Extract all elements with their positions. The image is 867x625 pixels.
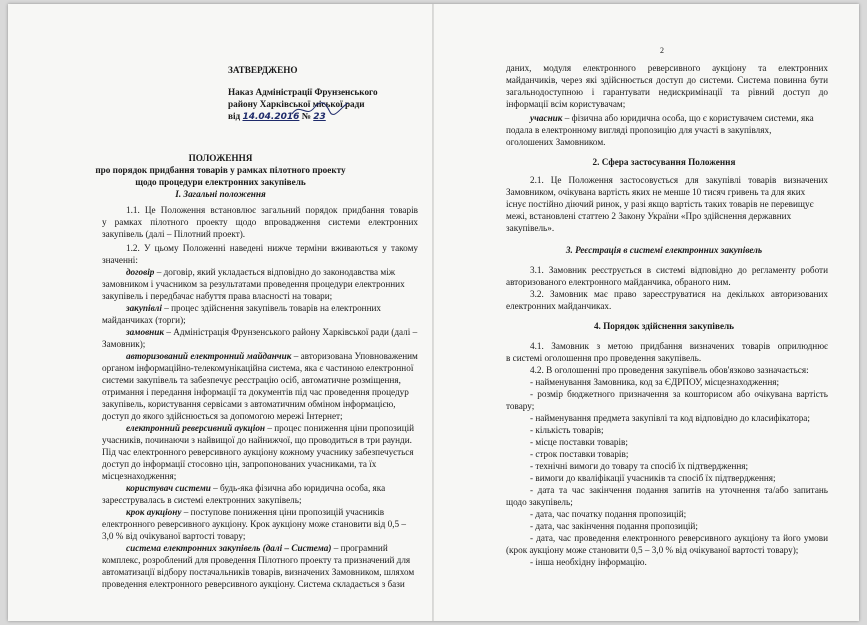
order-line-3: від 14.04.2016 № 23 — [228, 111, 326, 122]
document-title: ПОЛОЖЕННЯ — [188, 153, 253, 163]
signature-icon — [290, 100, 350, 120]
order-line-2: району Харківської міської ради — [228, 99, 365, 109]
list-item: - технічні вимоги до товару та спосіб їх підтвердження; — [530, 461, 749, 471]
approved-stamp: ЗАТВЕРДЖЕНО — [228, 65, 298, 75]
list-item: - дата, час початку подання пропозицій; — [530, 509, 687, 519]
section-2-heading: 2. Сфера застосування Положення — [592, 157, 736, 167]
list-item: - найменування Замовника, код за ЄДРПОУ, місцезнаходження; — [530, 377, 780, 387]
term-zamovnyk-line-2: Замовник); — [102, 339, 146, 349]
handwritten-date: 14.04.2016 — [242, 112, 300, 122]
term-system-line-2: комплекс, розроблений для проведення Пілотного проекту та призначений для — [102, 555, 411, 565]
term-system: система електронних закупівель (далі – Система) – програмний — [126, 543, 388, 553]
list-item: - вимоги до кваліфікації учасників та спосіб їх підтвердження; — [530, 473, 776, 483]
para-3-2-line-2: електронних майданчиках. — [506, 301, 612, 311]
document-subtitle-2: щодо процедури електронних закупівель — [135, 177, 306, 187]
list-item: - найменування предмета закупівлі та код відповідно до класифікатора; — [530, 413, 810, 423]
term-operator-line-6: доступ до якого здійснюється за допомогою мережі Інтернет; — [102, 411, 343, 421]
para-3-2-line-1: 3.2. Замовник має право зареєструватися на декількох авторизованих — [530, 289, 828, 299]
term-step: крок аукціону – поступове пониження ціни пропозицій учасників — [126, 507, 385, 517]
document-spread — [8, 4, 859, 621]
para-4-2: 4.2. В оголошенні про проведення закупівель обов'язково зазначається: — [530, 365, 809, 375]
document-subtitle-1: про порядок придбання товарів у рамках пілотного проекту — [95, 165, 346, 175]
term-step-line-3: 3,0 % від очікуваної вартості товару; — [102, 531, 246, 541]
cont-line-4: інформації всім користувачам; — [506, 99, 626, 109]
term-auction: електронний реверсивний аукціон – процес пониження ціни пропозицій — [126, 423, 415, 433]
para-2-1-line-2: Замовником, очікувана вартість яких не менше 10 тисяч гривень та для яких — [506, 187, 806, 197]
term-operator-line-4: отримання і передання інформації та документів під час проведення процедур — [102, 387, 409, 397]
term-participant-line-2: подала в електронному вигляді пропозицію для участі в закупівлях, — [506, 125, 772, 135]
list-item: (крок аукціону може становити 0,5 – 3,0 % від очікуваної вартості товару); — [506, 545, 799, 555]
para-2-1-line-3: існує постійно діючий ринок, у разі якщо вартість таких товарів не перевищує — [506, 199, 814, 209]
term-user-line-2: зареєструвалась в системі електронних закупівель; — [102, 495, 302, 505]
term-operator: авторизований електронний майданчик – авторизована Уповноваженим — [126, 351, 418, 361]
para-1-1-line-3: закупівель (далі – Пілотний проект). — [102, 229, 246, 239]
para-2-1-line-4: межі, встановлені статтею 2 Закону України «Про здійснення державних — [506, 211, 792, 221]
term-operator-line-3: системи закупівель та забезпечує реєстрацію осіб, автоматичне розміщення, — [102, 375, 401, 385]
term-participant: учасник – фізична або юридична особа, що є користувачем системи, яка — [530, 113, 814, 123]
cont-line-3: загальнодоступною і гарантувати недискримінації та рівний доступ до — [506, 87, 828, 97]
list-item: - інша необхідну інформацію. — [530, 557, 647, 567]
term-zakupivli-line-2: майданчиках (торги); — [102, 315, 186, 325]
para-1-1-line-2: у рамках пілотного проекту щодо впровадження системи електронних — [102, 217, 418, 227]
page-1 — [8, 4, 433, 621]
page-2 — [434, 4, 859, 621]
para-3-1-line-2: авторизованого електронного майданчика, обраного ним. — [506, 277, 731, 287]
para-2-1-line-1: 2.1. Це Положення застосовується для закупівлі товарів визначених — [530, 175, 828, 185]
section-3-heading: 3. Реєстрація в системі електронних закупівель — [565, 245, 763, 255]
term-user: користувач системи – будь-яка фізична або юридична особа, яка — [126, 483, 386, 493]
para-1-2-line-2: значенні: — [102, 255, 138, 265]
cont-line-1: даних, модуля електронного реверсивного аукціону та електронних — [506, 63, 828, 73]
term-dogovir-line-3: закупівель і передбачає набуття права власності на товари; — [102, 291, 333, 301]
list-item: - дата та час закінчення подання запитів на уточнення та/або запитань — [530, 485, 828, 495]
term-auction-line-3: Під час електронного реверсивного аукціону кожному учаснику забезпечується — [102, 447, 414, 457]
para-4-1-line-2: в системі оголошення про проведення закупівель. — [506, 353, 702, 363]
list-item: - дата, час проведення електронного реверсивного аукціону та його умови — [530, 533, 828, 543]
order-line-1: Наказ Адміністрації Фрунзенського — [228, 87, 378, 97]
section-4-heading: 4. Порядок здійснення закупівель — [593, 321, 735, 331]
term-zakupivli: закупівлі – процес здійснення закупівель товарів на електронних — [126, 303, 382, 313]
term-dogovir-line-2: замовником і учасником за результатами проведення процедури електронних — [102, 279, 405, 289]
para-2-1-line-5: закупівель». — [506, 223, 555, 233]
para-4-1-line-1: 4.1. Замовник з метою придбання визначених товарів оприлюднює — [530, 341, 828, 351]
section-1-heading: І. Загальні положення — [175, 189, 266, 199]
list-item: - дата, час закінчення подання пропозицій; — [530, 521, 698, 531]
list-item: товару; — [506, 401, 535, 411]
term-operator-line-2: органом інформаційно-телекомунікаційна система, яка є частиною електронної — [102, 363, 414, 373]
para-1-1-line-1: 1.1. Це Положення встановлює загальний порядок придбання товарів — [126, 205, 418, 215]
para-1-2-line-1: 1.2. У цьому Положенні наведені нижче терміни вживаються у такому — [126, 243, 418, 253]
list-item: - розмір бюджетного призначення за кошторисом або очікувана вартість — [530, 389, 828, 399]
list-item: щодо закупівель; — [506, 497, 573, 507]
term-operator-line-5: закупівель, користування сервісами з автоматичним обміном інформацією, — [102, 399, 396, 409]
cont-line-2: майданчиків, через які здійснюється доступ до системи. Система повинна бути — [506, 75, 828, 85]
handwritten-number: 23 — [313, 112, 326, 122]
list-item: - кількість товарів; — [530, 425, 604, 435]
term-dogovir: договір – договір, який укладається відповідно до законодавства між — [126, 267, 396, 277]
term-auction-line-5: місцезнаходження; — [102, 471, 177, 481]
para-3-1-line-1: 3.1. Замовник реєструється в системі відповідно до регламенту роботи — [530, 265, 828, 275]
page-number: 2 — [660, 46, 664, 55]
term-system-line-4: проведення електронного реверсивного аукціону. Система складається з бази — [102, 579, 405, 589]
term-auction-line-4: доступ до інформації стосовно цін, запропонованих учасниками, та їх — [102, 459, 377, 469]
term-participant-line-3: оголошених Замовником. — [506, 137, 606, 147]
list-item: - місце поставки товарів; — [530, 437, 628, 447]
term-step-line-2: електронного реверсивного аукціону. Крок аукціону може становити від 0,5 – — [102, 519, 406, 529]
list-item: - строк поставки товарів; — [530, 449, 629, 459]
term-zamovnyk: замовник – Адміністрація Фрунзенського району Харківської ради (далі – — [126, 327, 418, 337]
term-auction-line-2: учасників, починаючи з найвищої до найнижчої, що проводиться в три раунди. — [102, 435, 412, 445]
term-system-line-3: автоматизації відбору постачальників товарів, визначених Замовником, шляхом — [102, 567, 415, 577]
